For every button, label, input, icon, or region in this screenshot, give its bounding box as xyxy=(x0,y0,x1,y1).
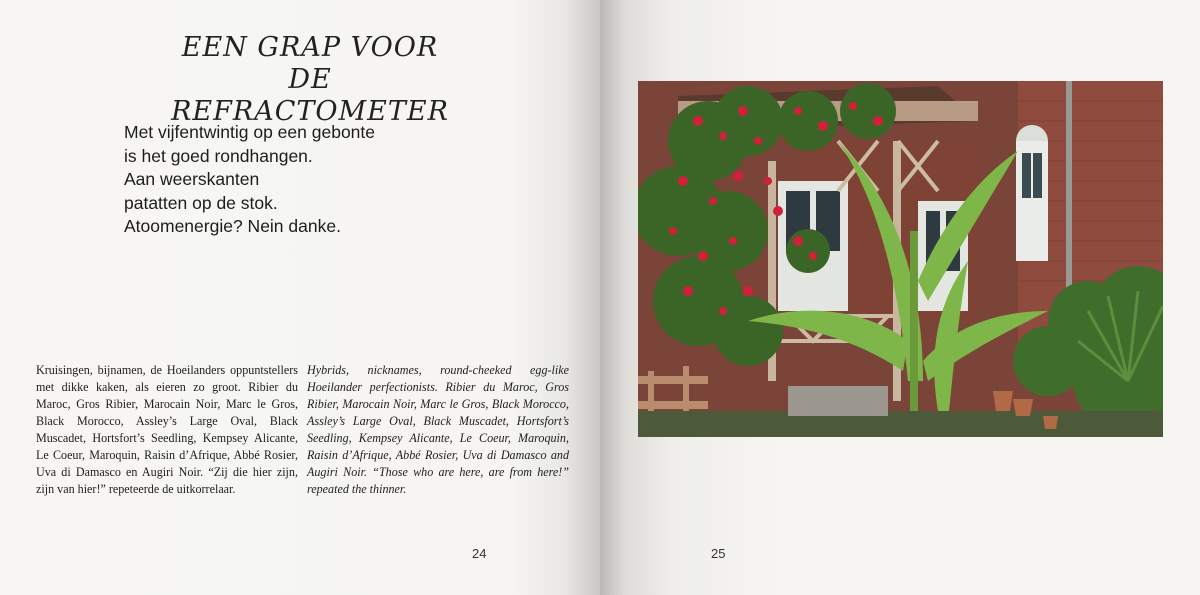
title-line-2: DE REFRACTOMETER xyxy=(171,64,449,127)
body-text-dutch: Kruisingen, bijnamen, de Hoeilanders oppuntstellers met dikke kaken, als eieren zo groot. Ribier du Maroc, Gros Ribier, Marocain Noir, Marc le Gros, Black Morocco, Assley’s Large Oval, Black Muscadet, Hortsfort’s Seedling, Kempsey Alicante, Le Coeur, Maroquin, Raisin d’Afrique, Abbé Rosier, Uva di Damasco en Augiri Noir. “Zij die hier zijn, zijn van hier!” repeteerde de uitkorrelaar. xyxy=(36,363,298,496)
poem-line-4: patatten op de stok. xyxy=(124,192,278,213)
poem-line-2: is het goed rondhangen. xyxy=(124,145,313,166)
poem xyxy=(124,121,454,239)
poem-line-5: Atoomenergie? Nein danke. xyxy=(124,216,341,236)
page-title xyxy=(150,32,470,128)
title-line-1: EEN GRAP VOOR xyxy=(181,32,439,63)
house-porch-photo xyxy=(638,81,1163,437)
page-number-right: 25 xyxy=(711,546,726,561)
poem-line-1: Met vijfentwintig op een gebonte xyxy=(124,122,375,142)
body-text-english: Hybrids, nicknames, round-cheeked egg-like Hoeilander perfectionists. Ribier du Maroc, Gros Ribier, Marocain Noir, Marc le Gros, Black Morocco, Assley’s Large Oval, Black Muscadet, Hortsfort’s Seedling, Kempsey Alicante, Le Coeur, Maroquin, Raisin d’Afrique, Abbé Rosier, Uva di Damasco and Augiri Noir. “Those who are here, are from here!” repeated the thinner. xyxy=(307,363,569,496)
page-number-left: 24 xyxy=(472,546,487,561)
poem-line-3: Aan weerskanten xyxy=(124,169,260,189)
photo-illustration xyxy=(638,81,1163,437)
